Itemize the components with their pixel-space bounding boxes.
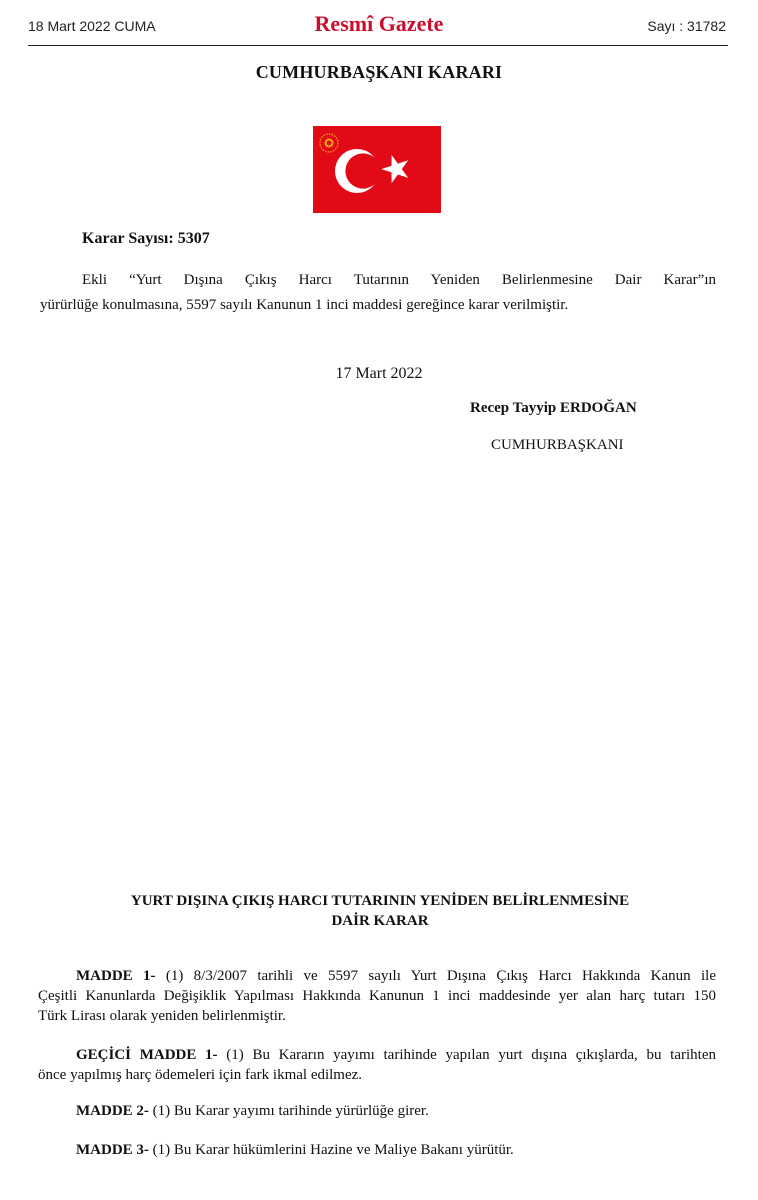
article-1 (38, 966, 716, 1026)
signer-name: Recep Tayyip ERDOĞAN (470, 400, 637, 416)
decision-number: Karar Sayısı: 5307 (82, 230, 210, 247)
article-line: Çeşitli Kanunlarda Değişiklik Yapılması Hakkında Kanunun 1 inci maddesinde yer alan harç tutarı 150 (38, 988, 716, 1004)
header-divider (28, 45, 728, 46)
article-line: Türk Lirası olarak yeniden belirlenmiştir. (38, 1008, 286, 1024)
article-line: MADDE 3- (1) Bu Karar hükümlerini Hazine ve Maliye Bakanı yürütür. (38, 1140, 716, 1160)
gazette-date: 18 Mart 2022 CUMA (28, 18, 156, 34)
intro-line: yürürlüğe konulmasına, 5597 sayılı Kanunun 1 inci maddesi gereğince karar verilmiştir. (40, 297, 569, 313)
annex-title-line: DAİR KARAR (331, 913, 429, 929)
intro-line: Ekli “Yurt Dışına Çıkış Harcı Tutarının Yeniden Belirlenmesine Dair Karar”ın (82, 272, 716, 288)
article-label: MADDE 1- (76, 968, 156, 984)
article-line: GEÇİCİ MADDE 1- (1) Bu Kararın yayımı tarihinde yapılan yurt dışına çıkışlarda, bu tarihten (38, 1045, 716, 1065)
intro-paragraph (40, 268, 716, 318)
annex-title-line: YURT DIŞINA ÇIKIŞ HARCI TUTARININ YENİDEN BELİRLENMESİNE (130, 893, 630, 909)
article-line: MADDE 2- (1) Bu Karar yayımı tarihinde yürürlüğe girer. (38, 1101, 716, 1121)
signer-title: CUMHURBAŞKANI (491, 437, 624, 453)
article-label: MADDE 3- (76, 1142, 149, 1158)
provisional-article-1 (38, 1045, 716, 1085)
gazette-title: Resmî Gazete (314, 11, 444, 36)
article-2 (38, 1101, 716, 1121)
annex-title (60, 891, 700, 931)
document-heading: CUMHURBAŞKANI KARARI (255, 62, 503, 82)
article-3 (38, 1140, 716, 1160)
gazette-issue-number: Sayı : 31782 (647, 18, 726, 34)
article-line: önce yapılmış harç ödemeleri için fark ikmal edilmez. (38, 1067, 363, 1083)
article-label: MADDE 2- (76, 1103, 149, 1119)
article-label: GEÇİCİ MADDE 1- (76, 1047, 218, 1063)
signature-date: 17 Mart 2022 (335, 365, 423, 382)
article-line: MADDE 1- (1) 8/3/2007 tarihli ve 5597 sayılı Yurt Dışına Çıkış Harcı Hakkında Kanun ile (38, 966, 716, 986)
turkish-flag-icon (313, 126, 441, 213)
